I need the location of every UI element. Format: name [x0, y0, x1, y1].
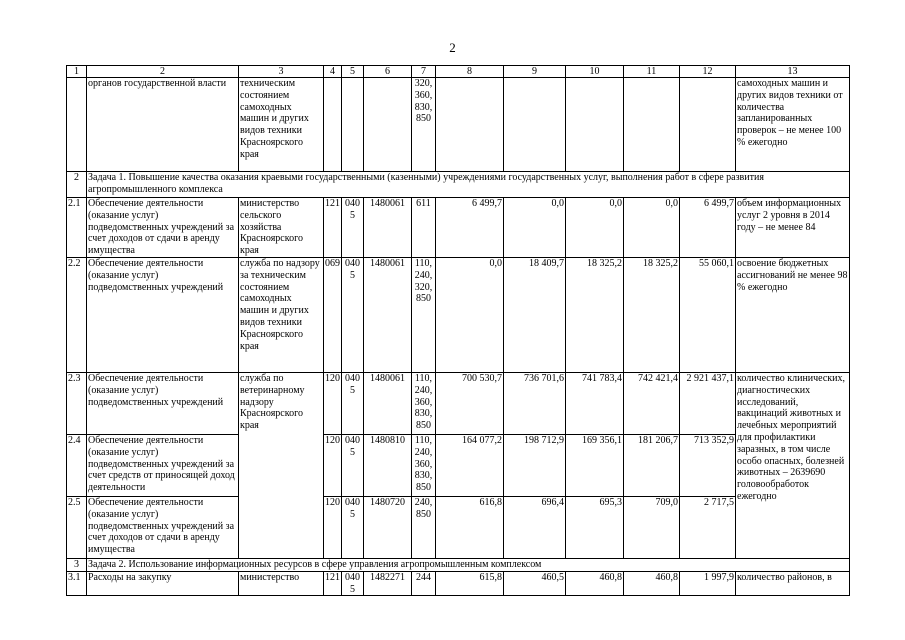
cell-grbs: 069 — [324, 258, 342, 373]
cell-rzpr: 0405 — [342, 497, 364, 559]
task-title: Задача 1. Повышение качества оказания краевыми государственными (казенными) учреждениями государственных услуг, выполнения работ в сфере развития агропромышленного комплекса — [87, 172, 850, 198]
cell-2017: 0,0 — [624, 198, 680, 258]
cell-2016: 695,3 — [566, 497, 624, 559]
cell-organization: техническим состоянием самоходных машин и других видов техники Красноярского края — [239, 78, 324, 172]
cell-csr: 1480720 — [364, 497, 412, 559]
row-number: 2.1 — [67, 198, 87, 258]
cell-csr: 1480061 — [364, 258, 412, 373]
cell-empty — [624, 78, 680, 172]
cell-rzpr: 0405 — [342, 571, 364, 596]
row-number: 2.2 — [67, 258, 87, 373]
task-row — [67, 559, 850, 572]
column-number: 9 — [504, 66, 566, 78]
cell-csr: 1482271 — [364, 571, 412, 596]
column-number: 12 — [680, 66, 736, 78]
cell-empty — [342, 78, 364, 172]
cell-2015: 198 712,9 — [504, 435, 566, 497]
cell-2017: 709,0 — [624, 497, 680, 559]
table-row — [67, 258, 850, 373]
row-number: 2.4 — [67, 435, 87, 497]
cell-vr: 110, 240, 320, 850 — [412, 258, 436, 373]
table-row — [67, 571, 850, 596]
cell-result: освоение бюджетных ассигнований не менее 98 % ежегодно — [736, 258, 850, 373]
cell-name: Обеспечение деятельности (оказание услуг) подведомственных учреждений за счет доходов от сдачи в аренду имущества — [87, 198, 239, 258]
cell-rzpr: 0405 — [342, 435, 364, 497]
cell-grbs: 120 — [324, 435, 342, 497]
cell-2015: 18 409,7 — [504, 258, 566, 373]
column-number: 7 — [412, 66, 436, 78]
row-number: 2.3 — [67, 373, 87, 435]
cell-2017: 181 206,7 — [624, 435, 680, 497]
cell-empty — [324, 78, 342, 172]
cell-2017: 742 421,4 — [624, 373, 680, 435]
row-number: 2.5 — [67, 497, 87, 559]
task-title: Задача 2. Использование информационных ресурсов в сфере управления агропромышленным комплексом — [87, 559, 850, 572]
cell-2014: 615,8 — [436, 571, 504, 596]
cell-organization: министерство — [239, 571, 324, 596]
cell-empty — [436, 78, 504, 172]
table-row — [67, 198, 850, 258]
cell-vr: 110, 240, 360, 830, 850 — [412, 435, 436, 497]
column-number: 10 — [566, 66, 624, 78]
cell-total: 6 499,7 — [680, 198, 736, 258]
cell-2015: 0,0 — [504, 198, 566, 258]
cell-2016: 18 325,2 — [566, 258, 624, 373]
cell-empty — [364, 78, 412, 172]
column-number: 8 — [436, 66, 504, 78]
column-number: 11 — [624, 66, 680, 78]
cell-grbs: 120 — [324, 497, 342, 559]
cell-vr: 244 — [412, 571, 436, 596]
cell-name: Обеспечение деятельности (оказание услуг) подведомственных учреждений за счет средств от приносящей доход деятельности — [87, 435, 239, 497]
cell-total: 713 352,9 — [680, 435, 736, 497]
cell-total: 2 921 437,1 — [680, 373, 736, 435]
cell-2017: 460,8 — [624, 571, 680, 596]
cell-total: 55 060,1 — [680, 258, 736, 373]
cell-organization: министерство сельского хозяйства Красноярского края — [239, 198, 324, 258]
cell-2014: 616,8 — [436, 497, 504, 559]
cell-csr: 1480061 — [364, 198, 412, 258]
cell-name: Обеспечение деятельности (оказание услуг) подведомственных учреждений за счет доходов от сдачи в аренду имущества — [87, 497, 239, 559]
cell-2016: 0,0 — [566, 198, 624, 258]
task-row — [67, 172, 850, 198]
table-row — [67, 373, 850, 435]
cell-2017: 18 325,2 — [624, 258, 680, 373]
cell-name: органов государственной власти — [87, 78, 239, 172]
cell-result: количество районов, в — [736, 571, 850, 596]
cell-2014: 164 077,2 — [436, 435, 504, 497]
cell-csr: 1480061 — [364, 373, 412, 435]
cell-result: количество клинических, диагностических исследований, вакцинаций животных и лечебных мероприятий для профилактики заразных, в том числе особо опасных, болезней животных – 2639690 головообработок ежегодно — [736, 373, 850, 559]
cell-rzpr: 0405 — [342, 258, 364, 373]
row-number: 3.1 — [67, 571, 87, 596]
page-number: 2 — [449, 40, 456, 55]
cell-empty — [566, 78, 624, 172]
column-number: 5 — [342, 66, 364, 78]
task-number: 2 — [67, 172, 87, 198]
cell-name: Расходы на закупку — [87, 571, 239, 596]
cell-empty — [680, 78, 736, 172]
cell-2015: 460,5 — [504, 571, 566, 596]
cell-csr: 1480810 — [364, 435, 412, 497]
column-number: 1 — [67, 66, 87, 78]
cell-2014: 700 530,7 — [436, 373, 504, 435]
column-number: 2 — [87, 66, 239, 78]
column-number-row — [67, 66, 850, 78]
column-number: 3 — [239, 66, 324, 78]
cell-2016: 741 783,4 — [566, 373, 624, 435]
task-number: 3 — [67, 559, 87, 572]
cell-2016: 169 356,1 — [566, 435, 624, 497]
cell-total: 2 717,5 — [680, 497, 736, 559]
cell-result: объем информационных услуг 2 уровня в 2014 году – не менее 84 — [736, 198, 850, 258]
cell-organization: служба по ветеринарному надзору Красноярского края — [239, 373, 324, 559]
table-row — [67, 497, 850, 559]
cell-empty — [504, 78, 566, 172]
program-activities-table — [66, 65, 850, 596]
cell-vr: 110, 240, 360, 830, 850 — [412, 373, 436, 435]
cell-name: Обеспечение деятельности (оказание услуг) подведомственных учреждений — [87, 258, 239, 373]
column-number: 13 — [736, 66, 850, 78]
cell-2015: 696,4 — [504, 497, 566, 559]
table-row — [67, 435, 850, 497]
cell-2016: 460,8 — [566, 571, 624, 596]
cell-2014: 0,0 — [436, 258, 504, 373]
cell-grbs: 120 — [324, 373, 342, 435]
cell-2014: 6 499,7 — [436, 198, 504, 258]
cell-vr: 320, 360, 830, 850 — [412, 78, 436, 172]
cell-vr: 611 — [412, 198, 436, 258]
cell-grbs: 121 — [324, 571, 342, 596]
cell-result: самоходных машин и других видов техники от количества запланированных проверок – не менее 100 % ежегодно — [736, 78, 850, 172]
cell-total: 1 997,9 — [680, 571, 736, 596]
cell-2015: 736 701,6 — [504, 373, 566, 435]
column-number: 4 — [324, 66, 342, 78]
cell-empty — [67, 78, 87, 172]
cell-rzpr: 0405 — [342, 198, 364, 258]
cell-grbs: 121 — [324, 198, 342, 258]
column-number: 6 — [364, 66, 412, 78]
cell-organization: служба по надзору за техническим состоянием самоходных машин и других видов техники Красноярского края — [239, 258, 324, 373]
cell-name: Обеспечение деятельности (оказание услуг) подведомственных учреждений — [87, 373, 239, 435]
table-row-continued — [67, 78, 850, 172]
cell-vr: 240, 850 — [412, 497, 436, 559]
cell-rzpr: 0405 — [342, 373, 364, 435]
